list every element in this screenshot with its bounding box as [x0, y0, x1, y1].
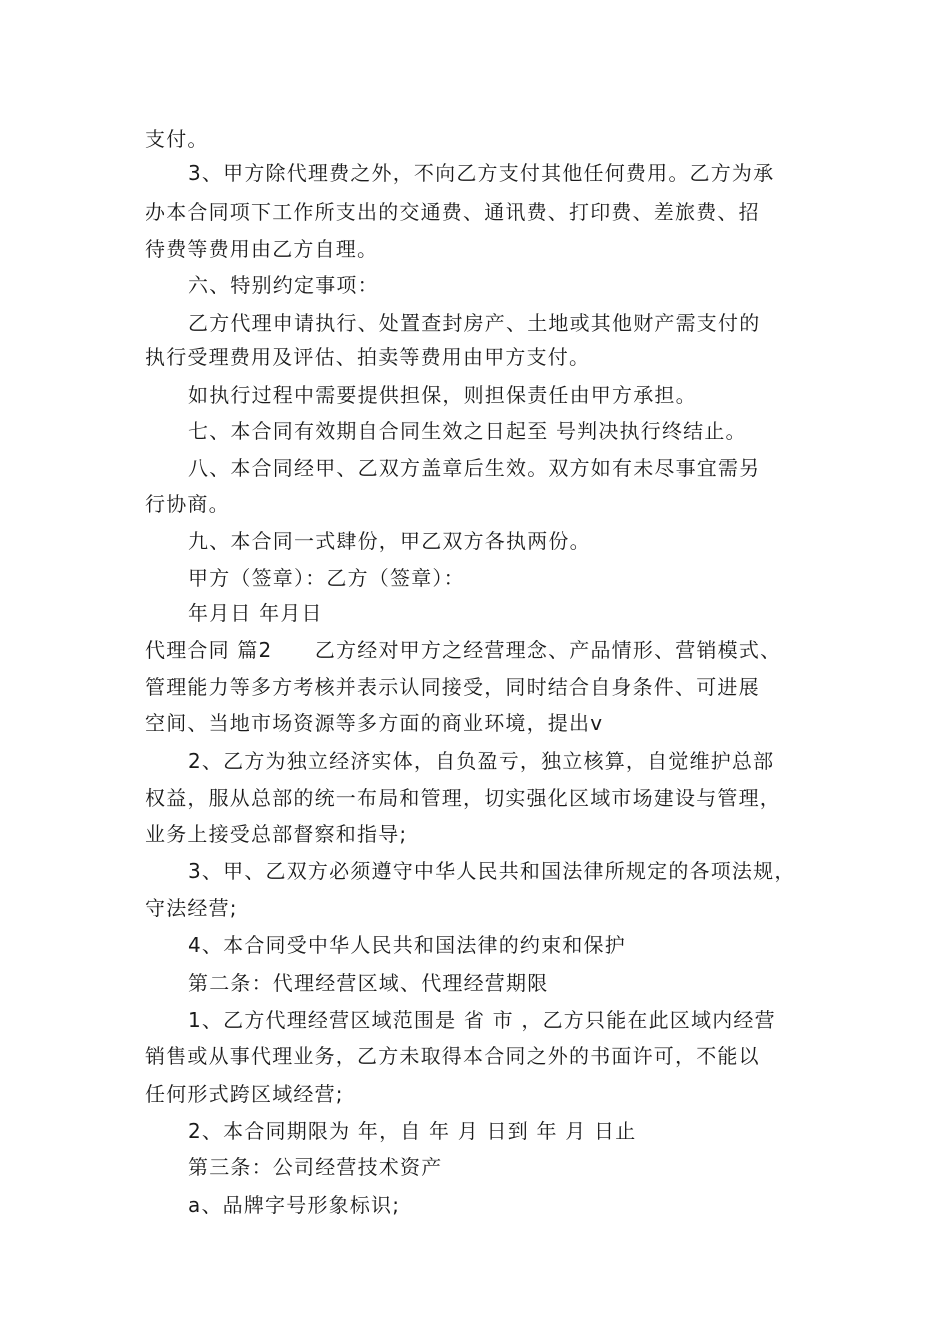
text-line: 六、特别约定事项： [188, 273, 379, 297]
text-line: 九、本合同一式肆份，甲乙双方各执两份。 [188, 529, 591, 553]
text-line: 4、本合同受中华人民共和国法律的约束和保护 [188, 933, 626, 957]
text-line: 空间、当地市场资源等多方面的商业环境，提出v [145, 711, 604, 735]
text-line: 第三条：公司经营技术资产 [188, 1155, 443, 1179]
text-line: 任何形式跨区域经营; [145, 1082, 344, 1106]
text-line: a、品牌字号形象标识; [188, 1193, 401, 1217]
text-line: 业务上接受总部督察和指导; [145, 822, 408, 846]
text-line: 如执行过程中需要提供担保，则担保责任由甲方承担。 [188, 383, 697, 407]
text-line: 管理能力等多方考核并表示认同接受，同时结合自身条件、可进展 [145, 675, 760, 699]
text-line: 3、甲、乙双方必须遵守中华人民共和国法律所规定的各项法规， [188, 859, 796, 883]
text-line: 销售或从事代理业务，乙方未取得本合同之外的书面许可，不能以 [145, 1044, 760, 1068]
text-line: 支付。 [145, 127, 209, 151]
text-line: 2、本合同期限为 年，自 年 月 日到 年 月 日止 [188, 1119, 637, 1143]
text-line: 第二条：代理经营区域、代理经营期限 [188, 971, 549, 995]
text-line: 守法经营; [145, 896, 238, 920]
text-line: 待费等费用由乙方自理。 [145, 237, 379, 261]
text-line: 七、本合同有效期自合同生效之日起至 号判决执行终结止。 [188, 419, 747, 443]
text-line: 1、乙方代理经营区域范围是 省 市 ，乙方只能在此区域内经营 [188, 1008, 776, 1032]
text-line: 3、甲方除代理费之外，不向乙方支付其他任何费用。乙方为承 [188, 161, 775, 185]
text-line: 甲方（签章）：乙方（签章）： [188, 566, 465, 590]
text-line: 行协商。 [145, 492, 230, 516]
text-line: 代理合同 篇2 乙方经对甲方之经营理念、产品情形、营销模式、 [145, 638, 782, 662]
text-line: 年月日 年月日 [188, 601, 323, 625]
text-line: 八、本合同经甲、乙双方盖章后生效。双方如有未尽事宜需另 [188, 456, 761, 480]
text-line: 执行受理费用及评估、拍卖等费用由甲方支付。 [145, 345, 591, 369]
text-line: 2、乙方为独立经济实体，自负盈亏，独立核算，自觉维护总部 [188, 749, 775, 773]
text-line: 权益，服从总部的统一布局和管理，切实强化区域市场建设与管理， [145, 786, 781, 810]
text-line: 办本合同项下工作所支出的交通费、通讯费、打印费、差旅费、招 [145, 200, 760, 224]
text-line: 乙方代理申请执行、处置查封房产、土地或其他财产需支付的 [188, 311, 761, 335]
